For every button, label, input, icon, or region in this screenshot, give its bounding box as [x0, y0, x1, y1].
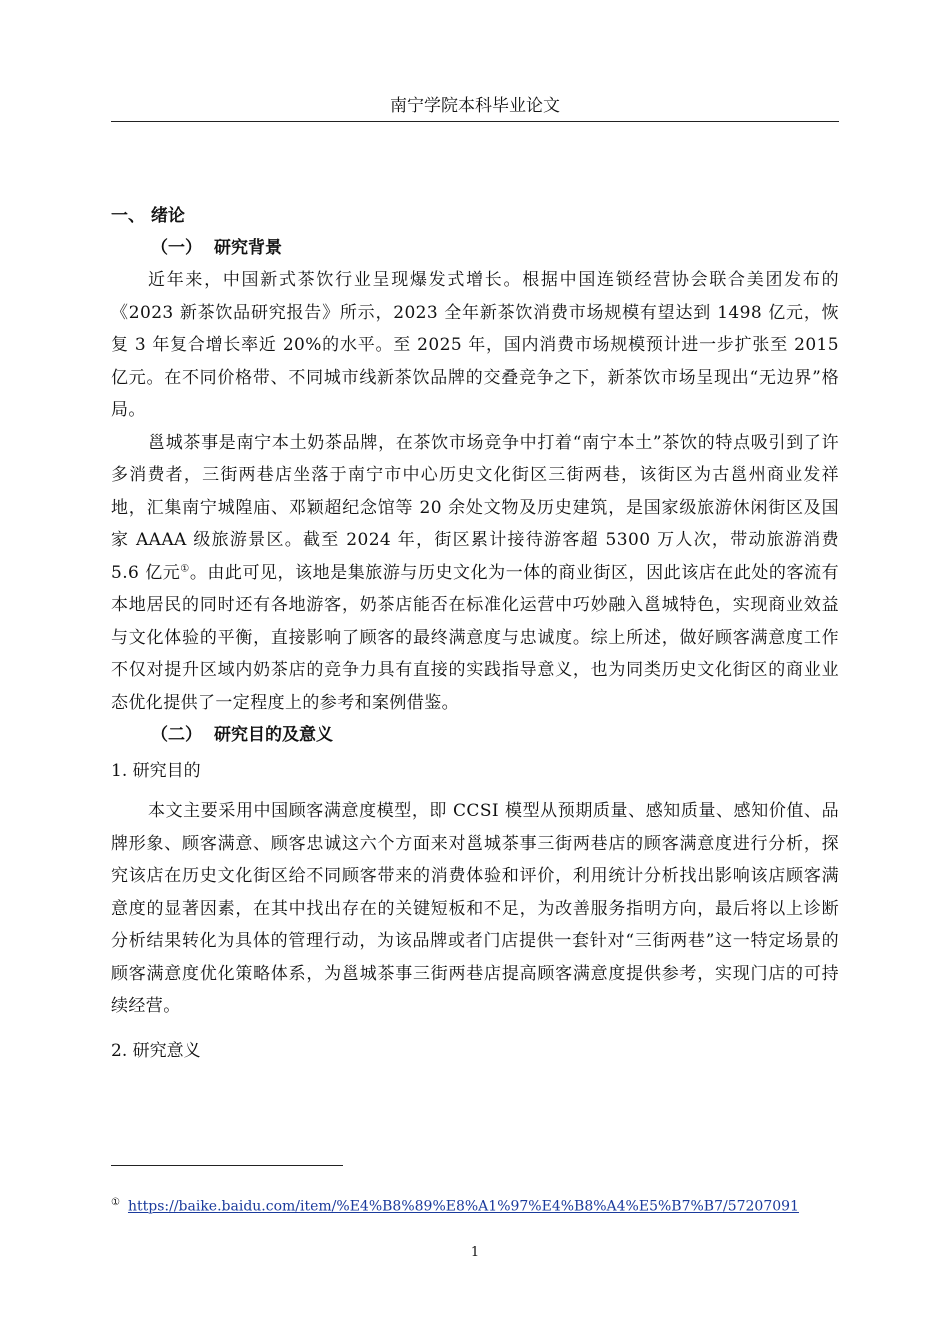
subsection-number: （一） [151, 238, 202, 258]
background-paragraph-1: 近年来，中国新式茶饮行业呈现爆发式增长。根据中国连锁经营协会联合美团发布的《2023 新茶饮品研究报告》所示，2023 全年新茶饮消费市场规模有望达到 1498 亿元，恢复 3 年复合增长率近 20%的水平。至 2025 年，国内消费市场规模预计进一步扩张至 2015 亿元。在不同价格带、不同城市线新茶饮品牌的交叠竞争之下，新茶饮市场呈现出“无边界”格局。 [111, 270, 839, 420]
subsection-number: （二） [151, 725, 202, 745]
paragraph-text: 邕城茶事是南宁本土奶茶品牌，在茶饮市场竞争中打着“南宁本土”茶饮的特点吸引到了许多消费者，三街两巷店坐落于南宁市中心历史文化街区三街两巷，该街区为古邕州商业发祥地，汇集南宁城隍庙、邓颖超纪念馆等 20 余处文物及历史建筑，是国家级旅游休闲街区及国家 AAAA 级旅游景区。截至 2024 年，街区累计接待游客超 5300 万人次，带动旅游消费 5.6 亿元 [111, 432, 839, 583]
subsection-title: 研究背景 [214, 238, 282, 258]
footnote-mark: ① [111, 1197, 120, 1208]
page-number: 1 [470, 1245, 480, 1260]
footnote-reference[interactable]: ① [180, 562, 190, 574]
purpose-paragraph: 本文主要采用中国顾客满意度模型，即 CCSI 模型从预期质量、感知质量、感知价值、品牌形象、顾客满意、顾客忠诚这六个方面来对邕城茶事三街两巷店的顾客满意度进行分析，探究该店在历史文化街区给不同顾客带来的消费体验和评价，利用统计分析找出影响该店顾客满意度的显著因素，在其中找出存在的关键短板和不足，为改善服务指明方向，最后将以上诊断分析结果转化为具体的管理行动，为该品牌或者门店提供一套针对“三街两巷”这一特定场景的顾客满意度优化策略体系，为邕城茶事三街两巷店提高顾客满意度提供参考，实现门店的可持续经营。 [111, 801, 839, 1016]
item-heading-purpose: 1. 研究目的 [111, 761, 201, 781]
header-divider [111, 121, 839, 122]
subsection-heading-background [151, 232, 839, 264]
paragraph-text: 。由此可见，该地是集旅游与历史文化为一体的商业街区，因此该店在此处的客流有本地居民的同时还有各地游客，奶茶店能否在标准化运营中巧妙融入邕城特色，实现商业效益与文化体验的平衡，直接影响了顾客的最终满意度与忠诚度。综上所述，做好顾客满意度工作不仅对提升区域内奶茶店的竞争力具有直接的实践指导意义，也为同类历史文化街区的商业业态优化提供了一定程度上的参考和案例借鉴。 [111, 562, 839, 713]
footnote-divider [111, 1165, 343, 1166]
subsection-heading-purpose [151, 719, 839, 751]
background-paragraph-2 [111, 427, 839, 720]
footnote [111, 1193, 799, 1217]
item-heading-significance: 2. 研究意义 [111, 1040, 201, 1061]
main-content [111, 200, 839, 1067]
subsection-title: 研究目的及意义 [214, 725, 333, 745]
footnote-link[interactable]: https://baike.baidu.com/item/%E4%B8%89%E8%A1%97%E4%B8%A4%E5%B7%B7/57207091 [127, 1198, 799, 1215]
page-header: 南宁学院本科毕业论文 [390, 96, 560, 116]
section-heading: 一、 绪论 [111, 206, 185, 226]
